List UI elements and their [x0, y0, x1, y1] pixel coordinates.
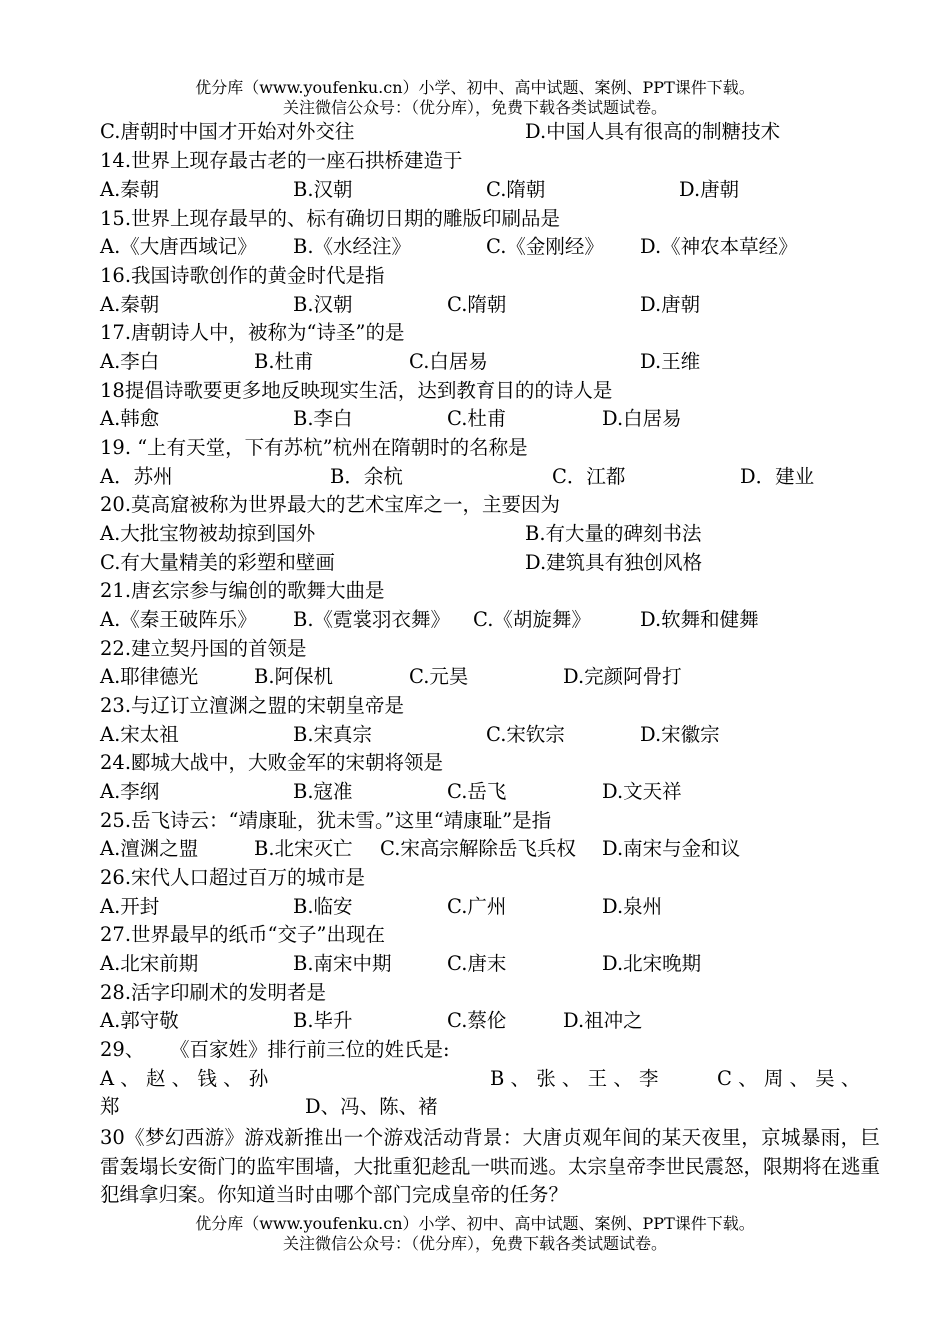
q22-option-a: A.耶律德光: [100, 665, 199, 688]
q30-question: 30《梦幻西游》游戏新推出一个游戏活动背景：大唐贞观年间的某天夜里，京城暴雨，巨雷轰塌长安衙门的监牢围墙，大批重犯趁乱一哄而逃。太宗皇帝李世民震怒，限期将在逃重犯缉拿归案。你知道当时由哪个部门完成皇帝的任务？: [100, 1126, 881, 1207]
header-line-2: 关注微信公众号：（优分库），免费下载各类试题试卷。: [282, 98, 667, 117]
q19-option-a: A．苏州: [100, 465, 173, 488]
q29-option-b: B 、 张 、 王 、 李: [490, 1067, 659, 1090]
footer-line-2: 关注微信公众号：（优分库），免费下载各类试题试卷。: [282, 1234, 667, 1253]
q27-question: 27.世界最早的纸币“交子”出现在: [100, 923, 385, 946]
q19-question: 19. “上有天堂，下有苏杭”杭州在隋朝时的名称是: [100, 436, 528, 459]
q14-option-c: C.隋朝: [486, 178, 546, 201]
q15-option-c: C.《金刚经》: [486, 235, 604, 258]
q27-option-a: A.北宋前期: [100, 952, 199, 975]
q16-option-b: B.汉朝: [293, 293, 353, 316]
q19-option-c: C．江都: [552, 465, 626, 488]
q14-option-d: D.唐朝: [679, 178, 740, 201]
q13-option-d: D.中国人具有很高的制糖技术: [525, 120, 781, 143]
q25-question: 25.岳飞诗云：“靖康耻，犹未雪。”这里“靖康耻”是指: [100, 809, 552, 832]
q23-option-b: B.宋真宗: [293, 723, 373, 746]
q20-question: 20.莫高窟被称为世界最大的艺术宝库之一，主要因为: [100, 493, 561, 516]
q22-option-c: C.元昊: [409, 665, 469, 688]
q15-option-d: D.《神农本草经》: [640, 235, 798, 258]
q29-option-c-start: C 、 周 、 吴 、: [717, 1067, 861, 1090]
q29-option-d: D、冯、陈、褚: [305, 1095, 438, 1118]
q26-question: 26.宋代人口超过百万的城市是: [100, 866, 366, 889]
q27-option-d: D.北宋晚期: [602, 952, 702, 975]
q16-option-c: C.隋朝: [447, 293, 507, 316]
q21-option-b: B.《霓裳羽衣舞》: [293, 608, 451, 631]
q15-question: 15.世界上现存最早的、标有确切日期的雕版印刷品是: [100, 207, 561, 230]
q28-option-b: B.毕升: [293, 1009, 353, 1032]
q26-option-c: C.广州: [447, 895, 507, 918]
q16-option-d: D.唐朝: [640, 293, 701, 316]
q20-option-a: A.大批宝物被劫掠到国外: [100, 522, 316, 545]
q20-option-d: D.建筑具有独创风格: [525, 551, 703, 574]
q21-option-d: D.软舞和健舞: [640, 608, 759, 631]
q27-option-b: B.南宋中期: [293, 952, 392, 975]
q13-option-c: C.唐朝时中国才开始对外交往: [100, 120, 355, 143]
q14-question: 14.世界上现存最古老的一座石拱桥建造于: [100, 149, 463, 172]
q25-option-c: C.宋高宗解除岳飞兵权: [380, 837, 576, 860]
q18-option-a: A.韩愈: [100, 407, 160, 430]
q21-option-a: A.《秦王破阵乐》: [100, 608, 257, 631]
q25-option-d: D.南宋与金和议: [602, 837, 741, 860]
q17-option-c: C.白居易: [409, 350, 488, 373]
q23-option-a: A.宋太祖: [100, 723, 179, 746]
q26-option-b: B.临安: [293, 895, 353, 918]
q18-option-c: C.杜甫: [447, 407, 507, 430]
q28-option-a: A.郭守敬: [100, 1009, 179, 1032]
q24-option-d: D.文天祥: [602, 780, 682, 803]
q17-option-a: A.李白: [100, 350, 160, 373]
q20-option-c: C.有大量精美的彩塑和壁画: [100, 551, 335, 574]
footer-line-1: 优分库（www.youfenku.cn）小学、初中、高中试题、案例、PPT课件下载。: [195, 1214, 755, 1233]
q29-option-c-end: 郑: [100, 1095, 120, 1118]
q23-question: 23.与辽订立澶渊之盟的宋朝皇帝是: [100, 694, 405, 717]
q21-option-c: C.《胡旋舞》: [473, 608, 591, 631]
q28-option-c: C.蔡伦: [447, 1009, 507, 1032]
q27-option-c: C.唐末: [447, 952, 507, 975]
q18-question: 18提倡诗歌要更多地反映现实生活，达到教育目的的诗人是: [100, 379, 613, 402]
q28-option-d: D.祖冲之: [563, 1009, 643, 1032]
q19-option-d: D．建业: [740, 465, 815, 488]
q14-option-b: B.汉朝: [293, 178, 353, 201]
q19-option-b: B．余杭: [330, 465, 403, 488]
q20-option-b: B.有大量的碑刻书法: [525, 522, 702, 545]
q24-question: 24.郾城大战中，大败金军的宋朝将领是: [100, 751, 444, 774]
q26-option-a: A.开封: [100, 895, 160, 918]
q16-option-a: A.秦朝: [100, 293, 160, 316]
q21-question: 21.唐玄宗参与编创的歌舞大曲是: [100, 579, 385, 602]
q22-option-d: D.完颜阿骨打: [563, 665, 682, 688]
q25-option-b: B.北宋灭亡: [254, 837, 353, 860]
q16-question: 16.我国诗歌创作的黄金时代是指: [100, 264, 385, 287]
q29-question: 《百家姓》排行前三位的姓氏是:: [170, 1038, 450, 1061]
q17-option-d: D.王维: [640, 350, 701, 373]
q22-question: 22.建立契丹国的首领是: [100, 637, 307, 660]
q18-option-d: D.白居易: [602, 407, 682, 430]
q14-option-a: A.秦朝: [100, 178, 160, 201]
q24-option-c: C.岳飞: [447, 780, 507, 803]
q24-option-b: B.寇准: [293, 780, 353, 803]
header-line-1: 优分库（www.youfenku.cn）小学、初中、高中试题、案例、PPT课件下载。: [195, 78, 755, 97]
q28-question: 28.活字印刷术的发明者是: [100, 981, 327, 1004]
q23-option-c: C.宋钦宗: [486, 723, 565, 746]
q26-option-d: D.泉州: [602, 895, 663, 918]
q15-option-b: B.《水经注》: [293, 235, 412, 258]
q25-option-a: A.澶渊之盟: [100, 837, 199, 860]
q29-number: 29、: [100, 1038, 145, 1061]
q24-option-a: A.李纲: [100, 780, 160, 803]
q23-option-d: D.宋徽宗: [640, 723, 720, 746]
q22-option-b: B.阿保机: [254, 665, 334, 688]
q17-option-b: B.杜甫: [254, 350, 314, 373]
q15-option-a: A.《大唐西域记》: [100, 235, 257, 258]
q18-option-b: B.李白: [293, 407, 353, 430]
q29-option-a: A 、 赵 、 钱 、 孙: [100, 1067, 269, 1090]
q17-question: 17.唐朝诗人中，被称为“诗圣”的是: [100, 321, 405, 344]
